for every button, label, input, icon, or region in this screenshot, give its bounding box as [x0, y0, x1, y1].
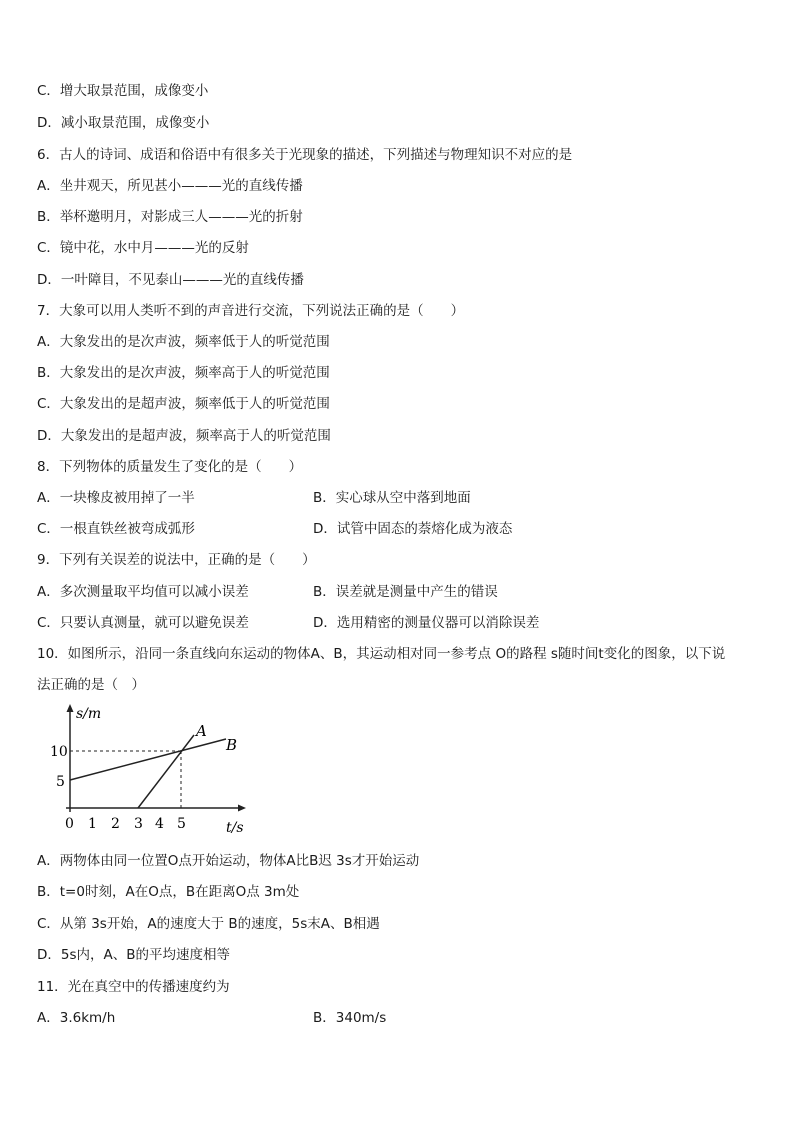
- q10-option-a: A．两物体由同一位置O点开始运动，物体A比B迟 3s才开始运动: [37, 853, 420, 869]
- q8-option-c: C．一根直铁丝被弯成弧形: [37, 521, 195, 537]
- q9-option-d: D．选用精密的测量仪器可以消除误差: [313, 615, 540, 631]
- q6-option-b: B．举杯邀明月，对影成三人———光的折射: [37, 209, 303, 225]
- q6-stem: 6．古人的诗词、成语和俗语中有很多关于光现象的描述，下列描述与物理知识不对应的是: [37, 147, 573, 163]
- x-tick-1: 1: [88, 816, 97, 832]
- q6-option-c: C．镜中花，水中月———光的反射: [37, 240, 249, 256]
- q10-option-c: C．从第 3s开始，A的速度大于 B的速度，5s末A、B相遇: [37, 916, 380, 932]
- y-axis-arrow: [67, 704, 74, 712]
- q9-option-a: A．多次测量取平均值可以减小误差: [37, 584, 249, 600]
- x-tick-0: 0: [65, 816, 74, 832]
- x-tick-2: 2: [111, 816, 120, 832]
- q11-option-a: A．3.6km/h: [37, 1010, 116, 1026]
- q10-option-b: B．t=0时刻，A在O点，B在距离O点 3m处: [37, 884, 300, 900]
- line-b: [70, 739, 226, 780]
- distance-time-graph: [48, 700, 258, 840]
- x-tick-4: 4: [155, 816, 164, 832]
- line-a-label: A: [196, 722, 207, 740]
- q11-stem: 11．光在真空中的传播速度约为: [37, 979, 230, 995]
- q7-stem: 7．大象可以用人类听不到的声音进行交流，下列说法正确的是（ ）: [37, 303, 465, 319]
- q7-option-d: D．大象发出的是超声波，频率高于人的听觉范围: [37, 428, 331, 444]
- y-tick-5: 5: [56, 774, 65, 790]
- x-tick-5: 5: [177, 816, 186, 832]
- q8-option-d: D．试管中固态的萘熔化成为液态: [313, 521, 513, 537]
- x-axis-label: t/s: [226, 820, 244, 836]
- line-b-label: B: [226, 736, 238, 754]
- q7-option-b: B．大象发出的是次声波，频率高于人的听觉范围: [37, 365, 330, 381]
- line-a: [138, 735, 194, 808]
- x-tick-3: 3: [134, 816, 143, 832]
- q10-stem-line2: 法正确的是（ ）: [37, 677, 145, 693]
- q7-option-c: C．大象发出的是超声波，频率低于人的听觉范围: [37, 396, 330, 412]
- q10-stem-line1: 10．如图所示，沿同一条直线向东运动的物体A、B，其运动相对同一参考点 O的路程 s随时间t变化的图象，以下说: [37, 646, 726, 662]
- q5-option-d: D．减小取景范围，成像变小: [37, 115, 210, 131]
- q8-stem: 8．下列物体的质量发生了变化的是（ ）: [37, 459, 303, 475]
- q5-option-c: C．增大取景范围，成像变小: [37, 83, 209, 99]
- y-tick-10: 10: [50, 744, 68, 760]
- q8-option-b: B．实心球从空中落到地面: [313, 490, 471, 506]
- q10-option-d: D．5s内，A、B的平均速度相等: [37, 947, 231, 963]
- q9-option-b: B．误差就是测量中产生的错误: [313, 584, 498, 600]
- q7-option-a: A．大象发出的是次声波，频率低于人的听觉范围: [37, 334, 330, 350]
- q11-option-b: B．340m/s: [313, 1010, 387, 1026]
- x-axis-arrow: [238, 805, 246, 812]
- q9-stem: 9．下列有关误差的说法中，正确的是（ ）: [37, 552, 316, 568]
- q6-option-a: A．坐井观天，所见甚小———光的直线传播: [37, 178, 303, 194]
- y-axis-label: s/m: [76, 706, 102, 722]
- q8-option-a: A．一块橡皮被用掉了一半: [37, 490, 195, 506]
- q9-option-c: C．只要认真测量，就可以避免误差: [37, 615, 249, 631]
- q6-option-d: D．一叶障目，不见泰山———光的直线传播: [37, 272, 304, 288]
